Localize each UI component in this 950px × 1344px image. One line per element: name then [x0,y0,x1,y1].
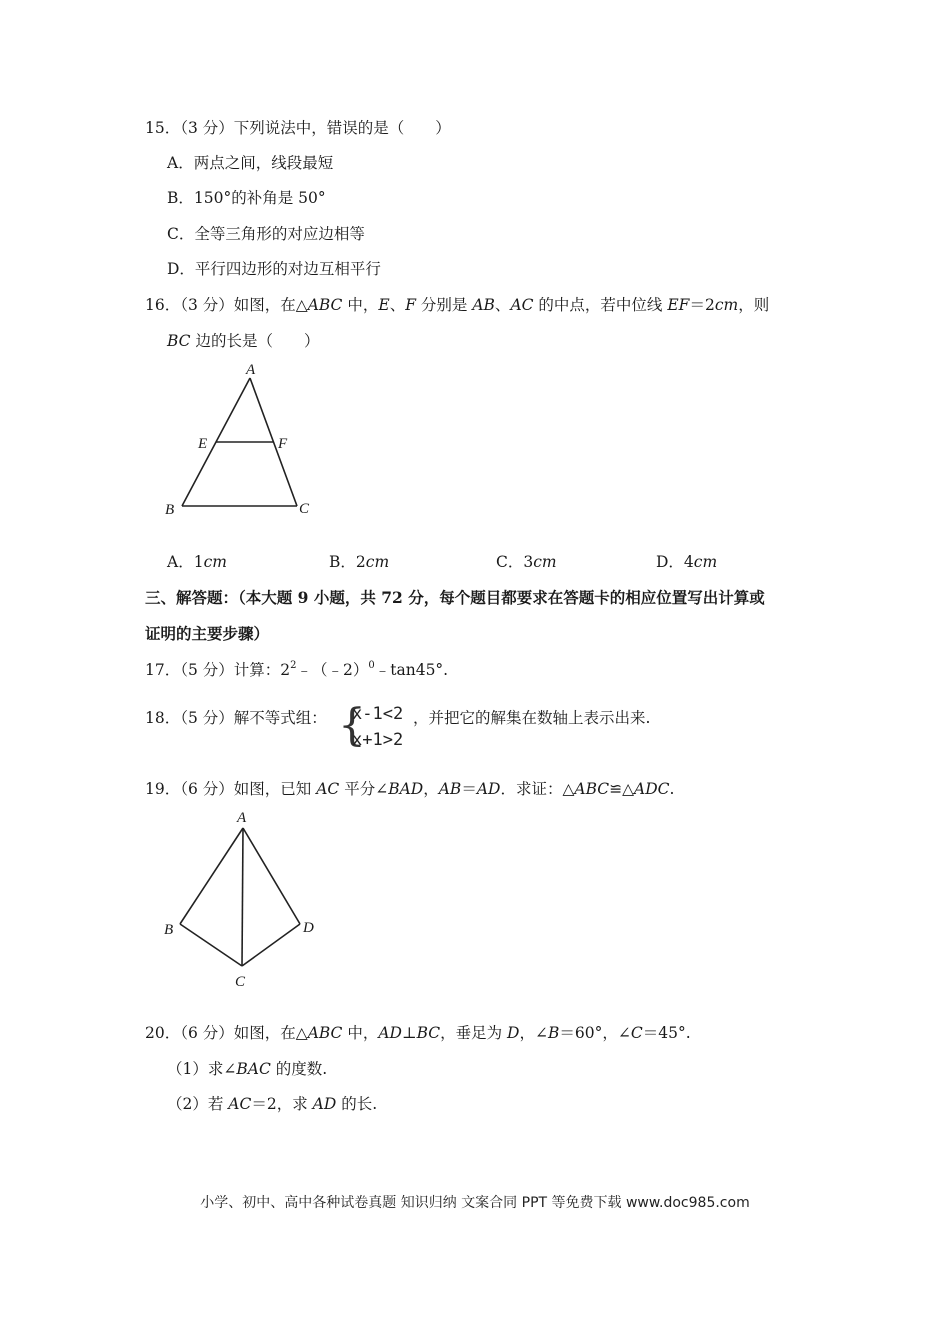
q19-label-a: A [237,810,247,826]
q18-suffix: ，并把它的解集在数轴上表示出来. [413,709,651,727]
q19-label-c: C [235,974,246,990]
q19-label-b: B [164,922,174,938]
left-brace-icon: { [338,700,366,751]
q16-triangle-figure [160,360,330,522]
q16-label-c: C [299,501,310,517]
q20-sub1: （1）求∠BAC 的度数. [167,1060,328,1078]
q16-label-a: A [246,362,256,378]
q18-inequality-2: x+1>2 [352,730,404,750]
q15-option-b: B．150°的补角是 50° [167,189,326,207]
q16-label-f: F [278,436,288,452]
page-footer: 小学、初中、高中各种试卷真题 知识归纳 文案合同 PPT 等免费下载 www.doc985.com [200,1195,750,1211]
section3-heading-line2: 证明的主要步骤） [145,624,270,643]
q16-label-b: B [165,502,175,518]
q17-stem: 17．（5 分）计算：$2^2﹣(﹣2)^0﹣\tan 45^\circ$. [145,660,449,679]
q19-kite-figure [160,806,330,992]
q15-option-d: D．平行四边形的对边互相平行 [167,260,381,278]
q16-option-c: C．3cm [496,553,557,571]
q20-stem: 20．（6 分）如图，在△ABC 中，AD⊥BC，垂足为 D，∠B＝60°，∠C＝45°. [145,1024,691,1042]
q15-option-a: A．两点之间，线段最短 [167,154,334,172]
q20-sub2: （2）若 AC＝2，求 AD 的长. [167,1095,378,1113]
section3-heading-line1: 三、解答题：（本大题 9 小题，共 72 分，每个题目都要求在答题卡的相应位置写出计算或 [145,588,765,607]
q18-inequality-1: x-1<2 [352,704,404,724]
q16-option-d: D．4cm [656,553,718,571]
q15-option-c: C．全等三角形的对应边相等 [167,225,365,243]
q19-label-d: D [303,920,314,936]
q15-stem: 15．（3 分）下列说法中，错误的是（ ） [145,119,451,137]
q16-option-a: A．1cm [167,553,227,571]
q16-label-e: E [198,436,208,452]
q16-option-b: B．2cm [329,553,390,571]
q18-prefix: 18．（5 分）解不等式组： [145,709,327,727]
q16-stem-line2: BC 边的长是（ ） [167,332,320,350]
q16-stem-line1: 16．（3 分）如图，在△ABC 中，E、F 分别是 AB、AC 的中点，若中位线 EF＝2cm，则 [145,296,770,314]
q19-stem: 19．（6 分）如图，已知 AC 平分∠BAD，AB＝AD．求证：△ABC≌△ADC. [145,780,675,798]
